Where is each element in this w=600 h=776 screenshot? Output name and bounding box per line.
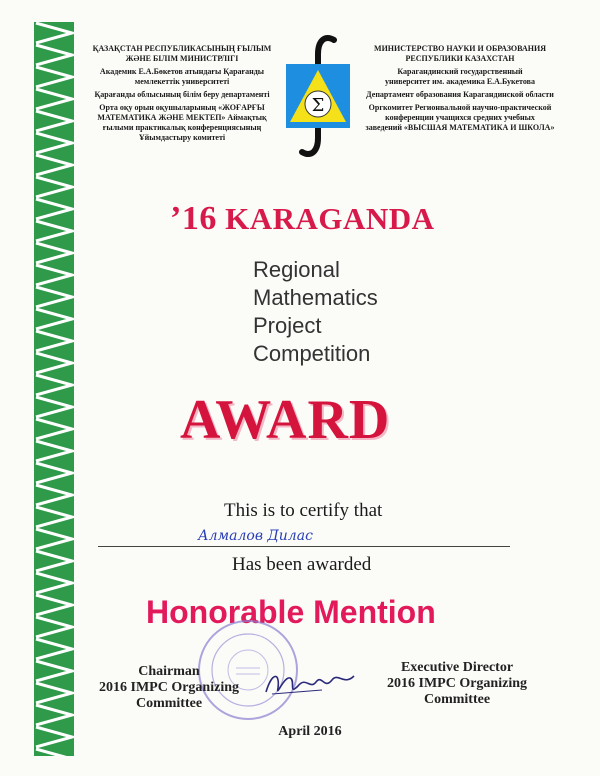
header-left-line: Академик Е.А.Бөкетов атындағы Қарағанды [99, 67, 265, 76]
sigma-symbol: Σ [311, 95, 325, 116]
competition-name-line: Regional [253, 257, 340, 282]
header-left-line: ЖӘНЕ БІЛІМ МИНИСТРЛІГІ [125, 54, 239, 63]
director-title: Executive Director [400, 660, 514, 675]
event-title [170, 200, 500, 238]
header-left [82, 44, 282, 143]
chairman-org: 2016 IMPC Organizing [99, 680, 239, 695]
header-right-line: университет им. академика Е.А.Букетова [385, 77, 535, 86]
header-right-line: конференции учащихся средних учебных [385, 113, 535, 122]
competition-name-line: Competition [253, 341, 371, 366]
distinction-text: Honorable Mention [146, 594, 436, 630]
decorative-border [34, 22, 74, 756]
header-right-line: Департамент образования Карагандинской области [366, 90, 554, 99]
recipient-line [98, 546, 510, 547]
director-org: 2016 IMPC Organizing [387, 676, 527, 691]
recipient-name: Алмалов Дилас [198, 528, 313, 544]
header-left-line: Қарағанды облысының білім беру департаменті [94, 90, 270, 99]
competition-name-line: Mathematics [253, 285, 378, 310]
header-left-line: МАТЕМАТИКА ЖӘНЕ МЕКТЕП» Аймақтық [97, 113, 267, 122]
integral-sigma-logo [276, 34, 360, 158]
event-city: KARAGANDA [225, 201, 435, 236]
chairman-title: Chairman [138, 664, 200, 679]
header-right-line: заведений «ВЫСШАЯ МАТЕМАТИКА И ШКОЛА» [365, 123, 555, 132]
header-left-line: ҚАЗАҚСТАН РЕСПУБЛИКАСЫНЫҢ ҒЫЛЫМ [92, 44, 272, 53]
header-right-line: Карагандинский государственный [397, 67, 523, 76]
header-right-line: Оргкомитет Регионвальной научно-практической [368, 103, 552, 112]
awarded-text: Has been awarded [232, 554, 372, 575]
director-block [372, 660, 542, 708]
award-heading: AWARD [180, 389, 391, 451]
header-right [360, 44, 560, 133]
event-year: ’16 [170, 200, 217, 237]
header-right-line: РЕСПУБЛИКИ КАЗАХСТАН [405, 54, 515, 63]
header-left-line: ғылыми практикалық конференциясының [102, 123, 262, 132]
certify-text: This is to certify that [224, 500, 383, 521]
competition-name [253, 256, 453, 368]
chairman-committee: Committee [135, 696, 203, 711]
signature [262, 664, 358, 704]
header-left-line: Орта оқу орын оқушыларының «ЖОҒАРҒЫ [99, 103, 265, 112]
chairman-block [84, 664, 254, 712]
header-right-line: МИНИСТЕРСТВО НАУКИ И ОБРАЗОВАНИЯ [374, 44, 546, 53]
header-left-line: Ұйымдастыру комитеті [138, 133, 226, 142]
issue-date: April 2016 [278, 724, 342, 739]
competition-name-line: Project [253, 313, 322, 338]
header-left-line: мемлекеттік университеті [134, 77, 230, 86]
director-committee: Committee [423, 692, 491, 707]
